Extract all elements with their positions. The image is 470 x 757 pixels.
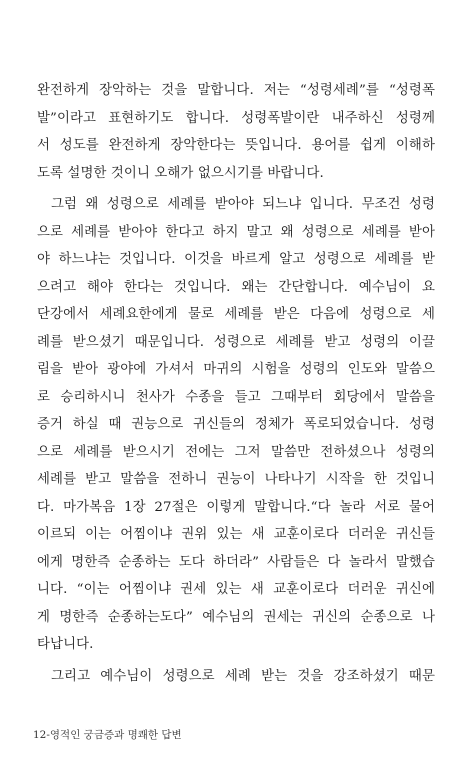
text-line: 도록 설명한 것이니 오해가 없으시기를 바랍니다.	[37, 165, 324, 181]
text-line: 로 승리하시니 천사가 수종을 들고 그때부터 회당에서 말씀을	[37, 389, 435, 405]
paragraph-1	[37, 77, 435, 187]
text-line: 세례를 받고 말씀을 전하니 권능이 나타나기 시작을 한 것입니	[37, 472, 435, 487]
text-line: 에게 명한즉 순종하는 도다 하더라” 사람들은 다 놀라서 말했습	[37, 554, 435, 570]
paragraph-2	[37, 191, 435, 659]
text-line: 그리고 예수님이 성령으로 세례 받는 것을 강조하셨기 때문	[51, 668, 435, 684]
text-line: 단강에서 세례요한에게 물로 세례를 받은 다음에 성령으로 세	[37, 307, 435, 322]
paragraph-3	[37, 663, 435, 691]
body-text	[37, 77, 435, 690]
text-line: 타납니다.	[37, 637, 94, 652]
text-line: 증거 하실 때 권능으로 귀신들의 정체가 폭로되었습니다. 성령	[37, 417, 435, 432]
text-line: 그럼 왜 성령으로 세례를 받아야 되느냐 입니다. 무조건 성령	[51, 197, 435, 212]
text-line: 으로 세례를 받아야 한다고 하지 말고 왜 성령으로 세례를 받아	[37, 224, 435, 240]
text-line: 니다. “이는 어찜이냐 권세 있는 새 교훈이로다 더러운 귀신에	[37, 582, 435, 597]
text-line: 례를 받으셨기 때문입니다. 성령으로 세례를 받고 성령의 이끌	[37, 334, 435, 350]
text-line: 림을 받아 광야에 가셔서 마귀의 시험을 성령의 인도와 말씀으	[37, 362, 435, 377]
page-footer: 12-영적인 궁금증과 명쾌한 답변	[33, 729, 182, 741]
text-line: 서 성도를 완전하게 장악한다는 뜻입니다. 용어를 쉽게 이해하	[37, 138, 435, 153]
text-line: 으려고 해야 한다는 것입니다. 왜는 간단합니다. 예수님이 요	[37, 279, 435, 295]
text-line: 다. 마가복음 1장 27절은 이렇게 말합니다.“다 놀라 서로 물어	[37, 499, 435, 515]
text-line: 발”이라고 표현하기도 합니다. 성령폭발이란 내주하신 성령께	[37, 110, 435, 126]
text-line: 완전하게 장악하는 것을 말합니다. 저는 “성령세례”를 “성령폭	[37, 83, 435, 98]
text-line: 으로 세례를 받으시기 전에는 그저 말씀만 전하셨으나 성령의	[37, 444, 435, 460]
text-line: 이르되 이는 어찜이냐 권위 있는 새 교훈이로다 더러운 귀신들	[37, 527, 435, 542]
text-line: 야 하느냐는 것입니다. 이것을 바르게 알고 성령으로 세례를 받	[37, 252, 435, 267]
text-line: 게 명한즉 순종하는도다” 예수님의 권세는 귀신의 순종으로 나	[37, 609, 435, 625]
